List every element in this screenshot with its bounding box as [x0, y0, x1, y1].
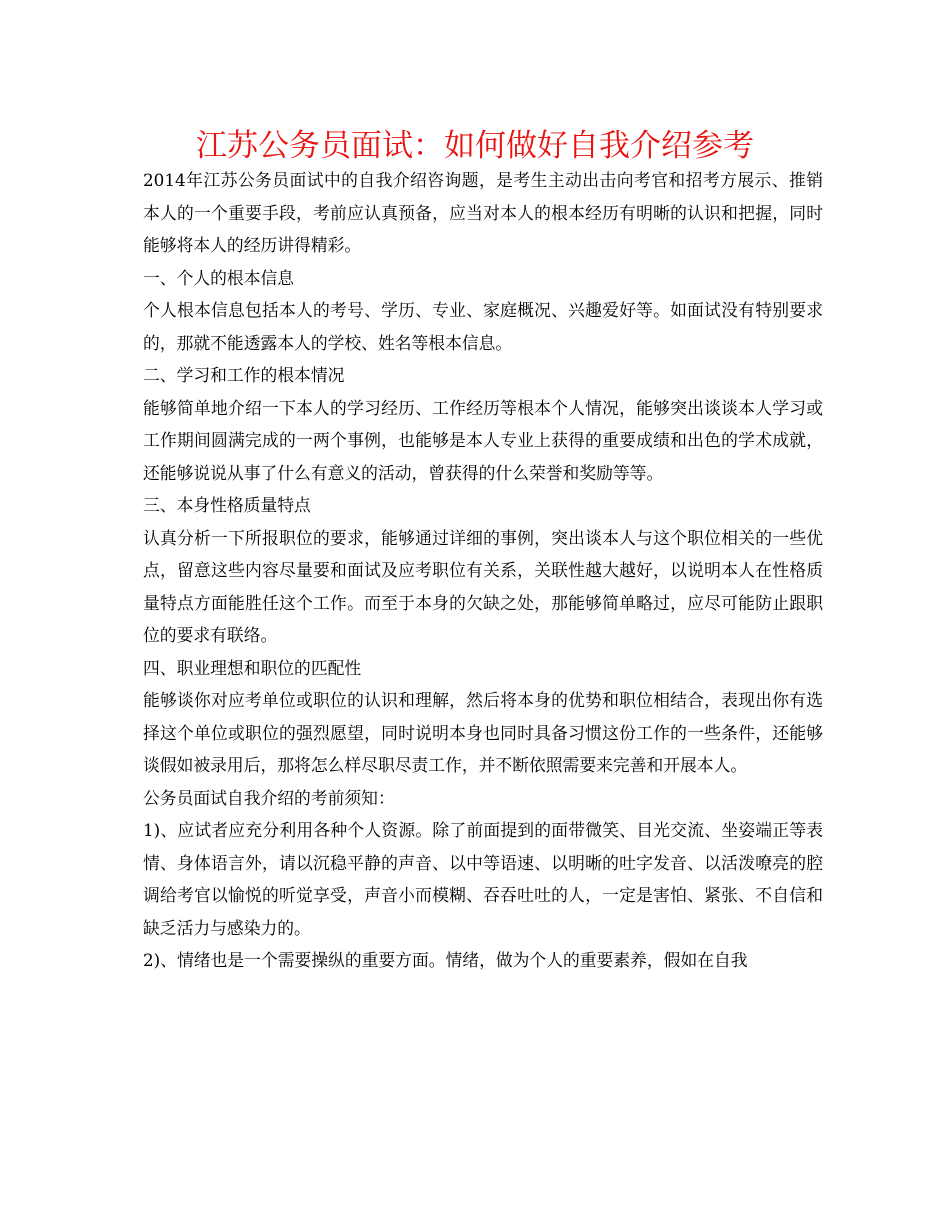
- section-paragraph-2: 能够简单地介绍一下本人的学习经历、工作经历等根本个人情况，能够突出谈谈本人学习或工作期间圆满完成的一两个事例，也能够是本人专业上获得的重要成绩和出色的学术成就，还能够说说从事了什么有意义的活动，曾获得的什么荣誉和奖励等等。: [143, 397, 823, 483]
- section-paragraph-3: 认真分析一下所报职位的要求，能够通过详细的事例，突出谈本人与这个职位相关的一些优点，留意这些内容尽量要和面试及应考职位有关系，关联性越大越好，以说明本人在性格质量特点方面能胜任这个工作。而至于本身的欠缺之处，那能够简单略过，应尽可能防止跟职位的要求有联络。: [143, 527, 823, 645]
- section-heading-2: 二、学习和工作的根本情况: [143, 365, 345, 385]
- section-paragraph-4: 能够谈你对应考单位或职位的认识和理解，然后将本身的优势和职位相结合，表现出你有选择这个单位或职位的强烈愿望，同时说明本身也同时具备习惯这份工作的一些条件，还能够谈假如被录用后，那将怎么样尽职尽责工作，并不断依照需要来完善和开展本人。: [143, 690, 823, 775]
- section-heading-4: 四、职业理想和职位的匹配性: [143, 657, 362, 678]
- section-heading-1: 一、个人的根本信息: [143, 267, 295, 288]
- section-heading-3: 三、本身性格质量特点: [143, 495, 311, 515]
- notes-heading: 公务员面试自我介绍的考前须知：: [143, 787, 395, 808]
- note-item-1: 1)、应试者应充分利用各种个人资源。除了前面提到的面带微笑、目光交流、坐姿端正等表情、身体语言外，请以沉稳平静的声音、以中等语速、以明晰的吐字发音、以活泼嘹亮的腔调给考官以愉悦的听觉享受，声音小而模糊、吞吞吐吐的人，一定是害怕、紧张、不自信和缺乏活力与感染力的。: [143, 820, 823, 938]
- intro-paragraph: 2014年江苏公务员面试中的自我介绍咨询题，是考生主动出击向考官和招考方展示、推销本人的一个重要手段，考前应认真预备，应当对本人的根本经历有明晰的认识和把握，同时能够将本人的经历讲得精彩。: [143, 170, 823, 255]
- document-title: 江苏公务员面试：如何做好自我介绍参考: [196, 128, 754, 164]
- section-paragraph-1: 个人根本信息包括本人的考号、学历、专业、家庭概况、兴趣爱好等。如面试没有特别要求的，那就不能透露本人的学校、姓名等根本信息。: [143, 300, 823, 353]
- note-item-2: 2)、情绪也是一个需要操纵的重要方面。情绪，做为个人的重要素养，假如在自我: [143, 950, 748, 970]
- document-body: [143, 164, 823, 977]
